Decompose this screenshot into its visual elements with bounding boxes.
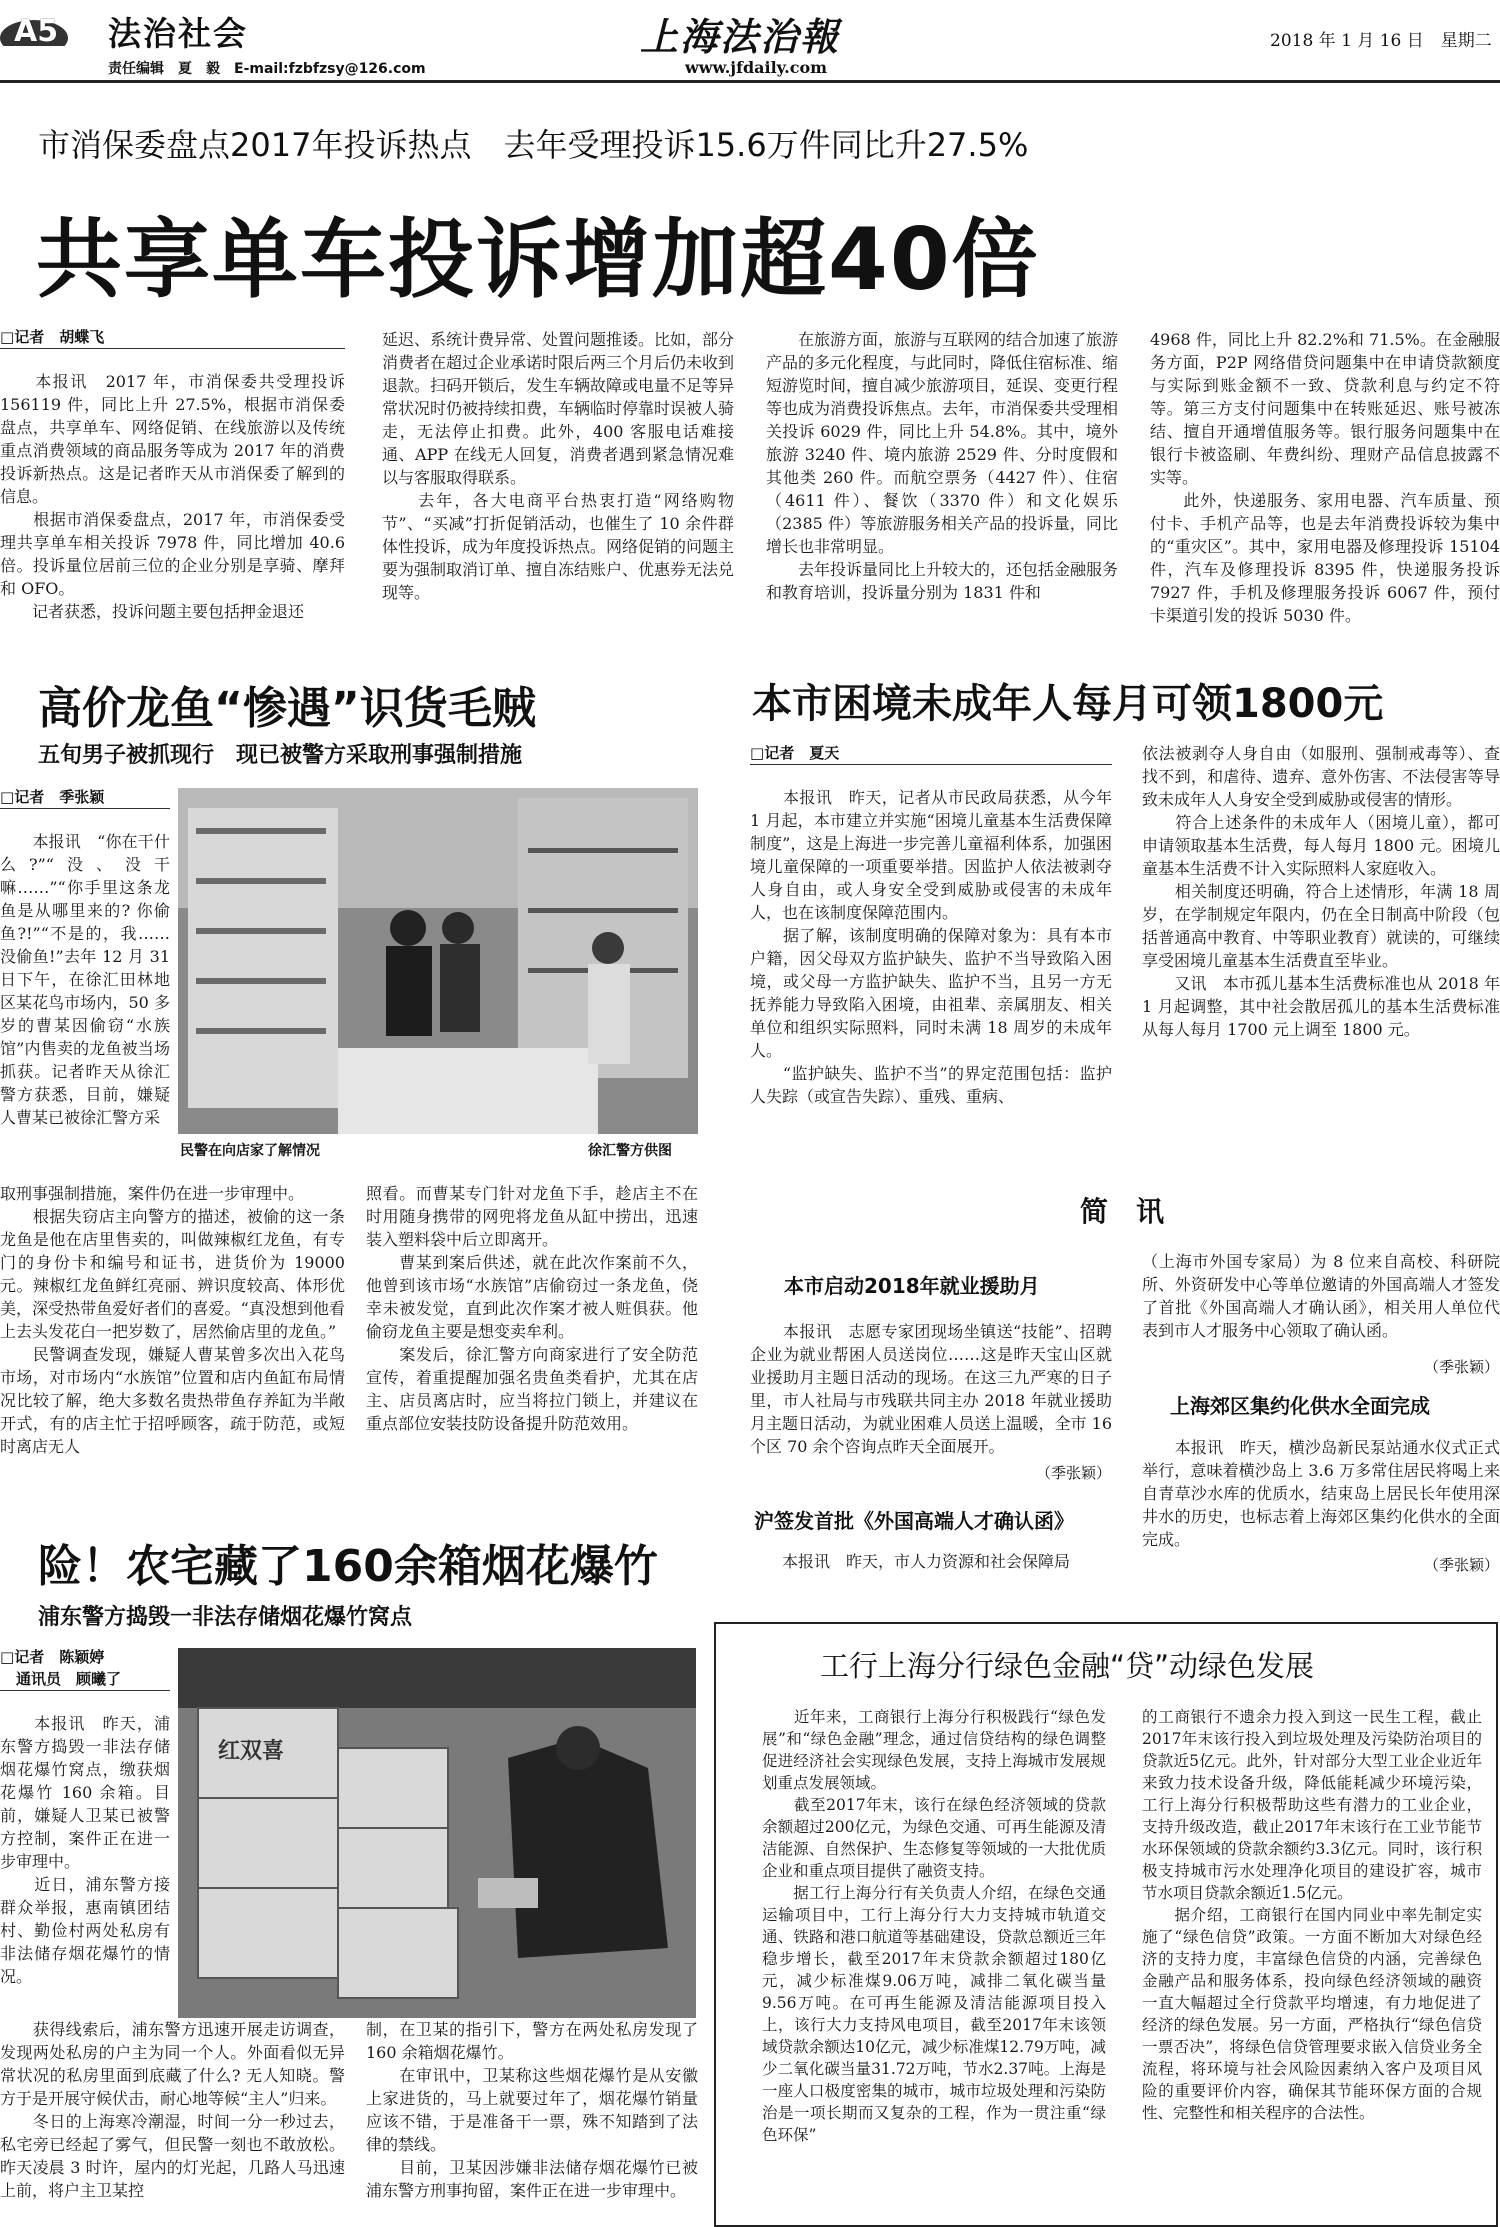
dragonfish-beside-photo: 本报讯 “你在干什么?”“没、没干嘛……”“你手里这条龙鱼是从哪里来的? 你偷鱼?!”“不是的，我……没偷鱼!”去年 12 月 31 日下午，在徐汇田林地区某花鸟市场内，50 多岁的曹某因偷窃“水族馆”内售卖的龙鱼被当场抓获。记者昨天从徐汇警方获悉，目前，嫌疑人曹某已被徐汇警方采 [0, 832, 176, 1127]
minors-byline-text: 记者 夏天 [764, 744, 840, 762]
dragonfish-credit: 徐汇警方供图 [588, 1143, 672, 1159]
brief2-sig: （季张颖） [1424, 1358, 1500, 1376]
editor-line: 责任编辑 夏 毅 E-mail:fzbfzsy@126.com [108, 61, 426, 77]
lead-headline: 共享单车投诉增加超40倍 [36, 210, 1040, 310]
brief2-body: 本报讯 昨天，市人力资源和社会保障局 [750, 1552, 1071, 1571]
lead-col-4: 4968 件，同比上升 82.2%和 71.5%。在金融服务方面，P2P 网络借贷问题集中在申请贷款额度与实际到账金额不一致、贷款利息与约定不符等。第三方支付问题集中在转账延迟、账号被冻结、擅自开通增值服务等。银行服务问题集中在银行卡被盗刷、年费纠纷、理财产品信息披露不实等。 此外，快递服务、家用电器、汽车质量、预付卡、手机产品等，也是去年消费投诉较为集中的“重灾区”。其中，家用电器及修理投诉 15104 件，汽车及修理投诉 8395 件，快递服务投诉 7927 件，手机及修理服务投诉 6067 件，预付卡渠道引发的投诉 5030 件。 [1150, 330, 1500, 625]
brief2-title: 沪签发首批《外国高端人才确认函》 [754, 1509, 1074, 1533]
brief3-title: 上海郊区集约化供水全面完成 [1170, 1394, 1430, 1418]
masthead-rule [0, 80, 1500, 83]
dragonfish-col-1: 取刑事强制措施，案件仍在进一步审理中。 根据失窃店主向警方的描述，被偷的这一条龙鱼是他在店里售卖的，叫做辣椒红龙鱼，有专门的身份卡和编号和证书，进货价为 19000 元。辣椒红龙鱼鲜红亮丽、辨识度较高、体形优美，深受热带鱼爱好者们的喜爱。“真没想到他看上去头发花白一把岁数了，居然偷店里的龙鱼。” 民警调查发现，嫌疑人曹某曾多次出入花鸟市场，对市场内“水族馆”位置和店内鱼缸布局情况比较了解，绝大多数名贵热带鱼存养缸为半敞开式，有的店主忙于招呼顾客，疏于防范，或短时离店无人 [0, 1184, 345, 1456]
dragonfish-headline: 高价龙鱼“惨遇”识货毛贼 [38, 683, 536, 734]
minors-byline: □记者 夏天 [750, 744, 840, 762]
lead-byline-rule [0, 348, 345, 349]
box-label: 红双喜 [218, 1739, 285, 1764]
lead-byline: □记者 胡蝶飞 [0, 328, 105, 346]
dragonfish-byline-text: 记者 季张颖 [14, 788, 105, 806]
fireworks-col-1: 获得线索后，浦东警方迅速开展走访调查，发现两处私房的户主为同一个人。外面看似无异常状况的私房里面到底藏了什么? 无人知晓。警方于是开展守候伏击，耐心地等候“主人”归来。 冬日的上海寒冷潮湿，时间一分一秒过去，私宅旁已经起了雾气，但民警一刻也不敢放松。昨天凌晨 3 时许，屋内的灯光起，几路人马迅速上前，将户主卫某控 [0, 2020, 345, 2200]
dragonfish-subhead: 五旬男子被抓现行 现已被警方采取刑事强制措施 [38, 743, 523, 768]
website: www.jfdaily.com [685, 58, 828, 77]
section-title: 法治社会 [108, 14, 248, 53]
brief1-title: 本市启动2018年就业援助月 [784, 1274, 1040, 1298]
lead-col-1: 本报讯 2017 年，市消保委共受理投诉 156119 件，同比上升 27.5%，根据市消保委盘点，共享单车、网络促销、在线旅游以及传统重点消费领域的商品服务等成为 2017 年的消费投诉新热点。这是记者昨天从市消保委了解到的信息。 根据市消保委盘点，2017 年，市消保委受理共享单车相关投诉 7978 件，同比增加 40.6 倍。投诉量位居前三位的企业分别是享骑、摩拜和 OFO。 记者获悉，投诉问题主要包括押金退还 [0, 372, 345, 621]
fireworks-headline: 险！农宅藏了160余箱烟花爆竹 [38, 1541, 658, 1592]
brief3-body: 本报讯 昨天，横沙岛新民泵站通水仪式正式举行，意味着横沙岛上 3.6 万多常住居民将喝上来自青草沙水库的优质水，结束岛上居民长年使用深井水的历史，也标志着上海郊区集约化供水的全面完成。 [1142, 1438, 1500, 1549]
lead-col-2: 延迟、系统计费异常、处置问题推诿。比如，部分消费者在超过企业承诺时限后两三个月后仍未收到退款。扫码开锁后，发生车辆故障或电量不足等异常状况时仍被持续扣费，车辆临时停靠时误被人骑走，无法停止扣费。此外，400 客服电话难接通、APP 在线无人回复，消费者遇到紧急情况难以与客服取得联系。 去年，各大电商平台热衷打造“网络购物节”、“买减”打折促销活动，也催生了 10 余件群体性投诉，成为年度投诉热点。网络促销的问题主要为强制取消订单、擅自冻结账户、优惠券无法兑现等。 [382, 330, 735, 602]
brief1-sig: （季张颖） [1036, 1464, 1112, 1482]
issue-date: 2018 年 1 月 16 日 星期二 [1270, 31, 1492, 51]
fireworks-byline-1: □记者 陈颖婷 [0, 1648, 105, 1666]
fireworks-byline-rule [0, 1690, 170, 1691]
fireworks-beside-photo: 本报讯 昨天，浦东警方捣毁一非法存储烟花爆竹窝点，缴获烟花爆竹 160 余箱。目前，嫌疑人卫某已被警方控制，案件正在进一步审理中。 近日，浦东警方接群众举报，惠南镇团结村、勤俭村两处私房有非法储存烟花爆竹的情况。 [0, 1714, 170, 1986]
minors-headline: 本市困境未成年人每月可领1800元 [752, 681, 1384, 727]
dragonfish-caption: 民警在向店家了解情况 [180, 1143, 320, 1159]
paper-name: 上海法治報 [640, 14, 841, 59]
lead-kicker: 市消保委盘点2017年投诉热点 去年受理投诉15.6万件同比升27.5% [38, 126, 1029, 164]
page-number: A5 [14, 14, 59, 49]
minors-col-2: 依法被剥夺人身自由（如服刑、强制戒毒等）、查找不到，和虐待、遗弃、意外伤害、不法侵害等导致未成年人人身安全受到威胁或侵害的情形。 符合上述条件的未成年人（困境儿童），都可申请领取基本生活费，每人每月 1800 元。困境儿童基本生活费不计入实际照料人家庭收入。 相关制度还明确，符合上述情形，年满 18 周岁，在学制规定年限内，仍在全日制高中阶段（包括普通高中教育、中等职业教育）就读的，可继续享受困境儿童基本生活费直至毕业。 又讯 本市孤儿基本生活费标准也从 2018 年 1 月起调整，其中社会散居孤儿的基本生活费标准从每人每月 1700 元上调至 1800 元。 [1142, 744, 1500, 1039]
fireworks-subhead: 浦东警方捣毁一非法存储烟花爆竹窝点 [38, 1605, 413, 1630]
fireworks-boxes-photo [178, 1648, 696, 2018]
lead-col-3: 在旅游方面，旅游与互联网的结合加速了旅游产品的多元化程度，与此同时，降低住宿标准、缩短游览时间，擅自减少旅游项目，延误、变更行程等也成为消费投诉焦点。去年，市消保委共受理相关投诉 6029 件，同比上升 54.8%。其中，境外旅游 3240 件、境内旅游 2529 件、分时度假和其他类 260 件。而航空票务（4427 件）、住宿（4611 件）、餐饮（3370 件）和文化娱乐（2385 件）等旅游服务相关产品的投诉量，同比增长也非常明显。 去年投诉量同比上升较大的，还包括金融服务和教育培训，投诉量分别为 1831 件和 [766, 330, 1119, 602]
icbc-col-2: 的工商银行不遗余力投入到这一民生工程，截止2017年末该行投入到垃圾处理及污染防治项目的贷款近5亿元。此外，针对部分大型工业企业近年来致力技术设备升级，降低能耗减少环境污染，工行上海分行积极帮助这些有潜力的工业企业，支持升级改造，截止2017年末该行在工业节能节水环保领域的贷款余额约3.3亿元。同时，该行积极支持城市污水处理净化项目的建设扩容，城市节水项目贷款余额近1.5亿元。 据介绍，工商银行在国内同业中率先制定实施了“绿色信贷”政策。一方面不断加大对绿色经济的支持力度，丰富绿色信贷的内涵，完善绿色金融产品和服务体系，投向绿色经济领域的融资一直大幅超过全行贷款平均增速，有力地促进了经济的绿色发展。另一方面，严格执行“绿色信贷一票否决”，将绿色信贷管理要求嵌入信贷业务全流程，将环境与社会风险因素纳入客户及项目风险的重要评价内容，确保其节能环保方面的合规性、完整性和相关程序的合法性。 [1142, 1708, 1482, 2122]
icbc-headline: 工行上海分行绿色金融“贷”动绿色发展 [820, 1649, 1315, 1683]
brief1-body: 本报讯 志愿专家团现场坐镇送“技能”、招聘企业为就业帮困人员送岗位……这是昨天宝山区就业援助月主题日活动的现场。在这三九严寒的日子里，市人社局与市残联共同主办 2018 年就业援助月主题日活动，为就业困难人员送上温暖，全市 16 个区 70 余个咨询点昨天全面展开。 [750, 1322, 1118, 1456]
lead-byline-text: 记者 胡蝶飞 [14, 328, 105, 346]
fireworks-byline-1-text: 记者 陈颖婷 [14, 1648, 105, 1666]
dragonfish-byline: □记者 季张颖 [0, 788, 105, 806]
dragonfish-col-2: 照看。而曹某专门针对龙鱼下手，趁店主不在时用随身携带的网兜将龙鱼从缸中捞出，迅速装入塑料袋中后立即离开。 曹某到案后供述，就在此次作案前不久，他曾到该市场“水族馆”店偷窃过一条龙鱼，侥幸未被发觉，直到此次作案才被人赃俱获。他偷窃龙鱼主要是想变卖牟利。 案发后，徐汇警方向商家进行了安全防范宣传，着重提醒加强名贵鱼类看护，尤其在店主、店员离店时，应当将拉门锁上，并建议在重点部位安装技防设备提升防范效用。 [366, 1184, 698, 1433]
dragonfish-photo [178, 788, 698, 1134]
minors-byline-rule [750, 764, 1112, 765]
page-badge [0, 8, 72, 60]
fireworks-byline-2: 通讯员 顾曦了 [16, 1670, 122, 1688]
minors-col-1: 本报讯 昨天，记者从市民政局获悉，从今年 1 月起，本市建立并实施“困境儿童基本生活费保障制度”，这是上海进一步完善儿童福利体系，加强困境儿童保障的一项重要举措。因监护人依法被剥夺人身自由，或人身安全受到威胁或侵害的未成年人，也在该制度保障范围内。 据了解，该制度明确的保障对象为：具有本市户籍，因父母双方监护缺失、监护不当导致陷入困境，或父母一方监护缺失、监护不当，且另一方无抚养能力导致陷入困境，由祖辈、亲属朋友、相关单位和组织实际照料，同时未满 18 周岁的未成年人。 “监护缺失、监护不当”的界定范围包括：监护人失踪（或宣告失踪）、重残、重病、 [750, 788, 1112, 1106]
briefs-title: 简 讯 [1080, 1195, 1165, 1228]
aquarium-shop-photo [178, 788, 698, 1134]
fireworks-photo [178, 1648, 696, 2018]
dragonfish-byline-rule [0, 808, 170, 809]
icbc-col-1: 近年来，工商银行上海分行积极践行“绿色发展”和“绿色金融”理念，通过信贷结构的绿色调整促进经济社会实现绿色发展，支持上海城市发展规划重点发展领域。 截至2017年末，该行在绿色经济领域的贷款余额超过200亿元，为绿色交通、可再生能源及清洁能源、自然保护、生态修复等领域的一大批优质企业和重点项目提供了融资支持。 据工行上海分行有关负责人介绍，在绿色交通运输项目中，工行上海分行大力支持城市轨道交通、铁路和港口航道等基础建设，贷款总额近三年稳步增长，截至2017年末贷款余额超过180亿元，减少标准煤9.06万吨，减排二氧化碳当量9.56万吨。在可再生能源及清洁能源项目投入上，该行大力支持风电项目，截至2017年末该领域贷款余额达10亿元，减少标准煤12.79万吨，减少二氧化碳当量31.72万吨，节水2.37吨。上海是一座人口极度密集的城市，城市垃圾处理和污染防治是一项长期而又复杂的工程，作为一贯注重“绿色环保” [762, 1708, 1106, 2144]
fireworks-col-2: 制，在卫某的指引下，警方在两处私房发现了 160 余箱烟花爆竹。 在审讯中，卫某称这些烟花爆竹是从安徽上家进货的，马上就要过年了，烟花爆竹销量应该不错，于是准备干一票，殊不知踏到了法律的禁线。 目前，卫某因涉嫌非法储存烟花爆竹已被浦东警方刑事拘留，案件正在进一步审理中。 [366, 2020, 698, 2200]
brief2-cont: （上海市外国专家局）为 8 位来自高校、科研院所、外资研发中心等单位邀请的外国高端人才签发了首批《外国高端人才确认函》，相关用人单位代表到市人才服务中心领取了确认函。 [1142, 1252, 1500, 1340]
brief3-sig: （季张颖） [1424, 1556, 1500, 1574]
